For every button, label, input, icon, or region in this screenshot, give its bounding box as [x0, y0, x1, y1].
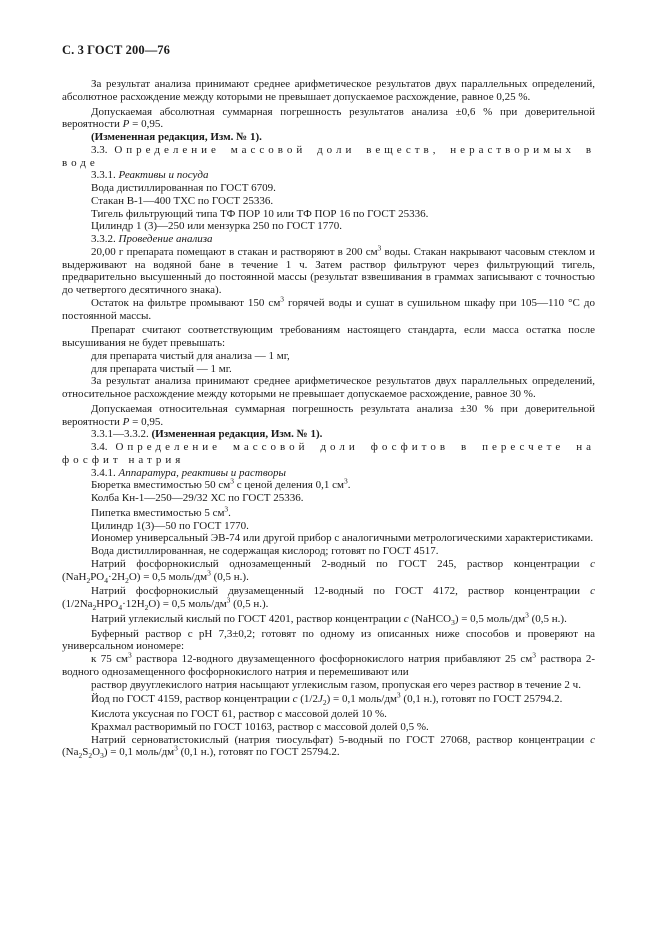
paragraph: Допускаемая абсолютная суммарная погрешность результатов анализа ±0,6 % при доверительной вероятности P = 0,95. [62, 105, 595, 131]
paragraph: для препарата чистый — 1 мг. [91, 362, 232, 375]
paragraph: (Измененная редакция, Изм. № 1). [91, 131, 262, 143]
paragraph: Стакан В-1—400 ТХС по ГОСТ 25336. [91, 194, 274, 207]
paragraph: Вода дистиллированная по ГОСТ 6709. [91, 182, 276, 194]
paragraph: 3.4.1. Аппаратура, реактивы и растворы [91, 466, 286, 479]
paragraph: к 75 $см^3$ раствора 12-водного двузамещенного фосфорнокислого натрия прибавляют 25 $см^3$ раствора 2-водного однозамещенного фосфорнокислого натрия и перемешивают или [62, 650, 595, 678]
paragraph: Натрий фосфорнокислый однозамещенный 2-водный по ГОСТ 245, раствор концентрации c $(NaH_2PO_4\cdot 2H_2O) = 0,5$ моль/$дм^3$ (0,5 н.). [62, 557, 595, 585]
paragraph: Кислота уксусная по ГОСТ 61, раствор с массовой долей 10 %. [91, 708, 387, 720]
paragraph: Тигель фильтрующий типа ТФ ПОР 10 или ТФ ПОР 16 по ГОСТ 25336. [91, 207, 429, 220]
paragraph: Йод по ГОСТ 4159, раствор концентрации c $(1/2J_2) = 0,1$ моль/$дм^3$ (0,1 н.), готовят по ГОСТ 25794.2. [91, 690, 563, 708]
paragraph: Допускаемая относительная суммарная погрешность результата анализа ±30 % при доверительной вероятности P = 0,95. [62, 402, 595, 428]
paragraph: Иономер универсальный ЭВ-74 или другой прибор с аналогичными метрологическими характеристиками. [91, 532, 594, 545]
document-body [62, 78, 595, 759]
paragraph: Натрий фосфорнокислый двузамещенный 12-водный по ГОСТ 4172, раствор концентрации c $(1/2Na_2HPO_4\cdot 12H_2O) = 0,5$ моль/$дм^3$ (0,5 н.). [62, 585, 595, 613]
paragraph: Пипетка вместимостью 5 $см^3$. [91, 504, 231, 519]
paragraph: для препарата чистый для анализа — 1 мг, [91, 349, 290, 362]
paragraph: Крахмал растворимый по ГОСТ 10163, раствор с массовой долей 0,5 %. [91, 720, 429, 733]
paragraph: Цилиндр 1 (3)—250 или мензурка 250 по ГОСТ 1770. [91, 220, 343, 233]
paragraph: Препарат считают соответствующим требованиям настоящего стандарта, если масса остатка после высушивания не будет превышать: [62, 324, 595, 349]
paragraph: 3.4. Определение массовой доли фосфитов в пересчете на фосфит натрия [62, 441, 596, 466]
paragraph: раствор двууглекислого натрия насыщают углекислым газом, пропуская его через раствор в течение 2 ч. [91, 678, 581, 691]
paragraph: За результат анализа принимают среднее арифметическое результатов двух параллельных определений, абсолютное расхождение между которыми не превышает допускаемое расхождение, равное 0,25 %. [62, 78, 595, 103]
page-header: С. 3 ГОСТ 200—76 [62, 43, 171, 57]
paragraph: Бюретка вместимостью 50 $см^3$ с ценой деления 0,1 $см^3$. [91, 476, 351, 492]
paragraph: 20,00 г препарата помещают в стакан и растворяют в 200 $см^3$ воды. Стакан накрывают часовым стеклом и выдерживают на водяной бане в течение 1 ч. Затем раствор фильтруют через фильтрующий тигель, предварительно высушенный до постоянной массы (результат взвешивания в граммах записывают с точностью до четвертого десятичного знака). [62, 243, 596, 296]
paragraph: 3.3. Определение массовой доли веществ, нерастворимых в воде [62, 143, 596, 169]
paragraph: Натрий углекислый кислый по ГОСТ 4201, раствор концентрации c (NaHCO$_3$) = 0,5 моль/$дм^3$ (0,5 н.). [91, 610, 567, 627]
paragraph: Натрий серноватистокислый (натрия тиосульфат) 5-водный по ГОСТ 27068, раствор концентрации c $(Na_2S_2O_3) = 0,1$ моль/$дм^3$ (0,1 н.), готовят по ГОСТ 25794.2. [62, 733, 595, 761]
paragraph: Колба Кн-1—250—29/32 ХС по ГОСТ 25336. [91, 492, 304, 504]
paragraph: 3.3.2. Проведение анализа [91, 233, 213, 245]
paragraph: 3.3.1. Реактивы и посуда [91, 169, 209, 182]
paragraph: Цилиндр 1(3)—50 по ГОСТ 1770. [91, 519, 249, 532]
paragraph: Остаток на фильтре промывают 150 $см^3$ горячей воды и сушат в сушильном шкафу при 105—110 °С до постоянной массы. [62, 294, 595, 322]
paragraph: Буферный раствор с рН 7,3±0,2; готовят по одному из описанных ниже способов и проверяют на универсальном иономере: [62, 627, 595, 653]
paragraph: 3.3.1—3.3.2. (Измененная редакция, Изм. № 1). [91, 428, 323, 441]
paragraph: За результат анализа принимают среднее арифметическое результатов двух параллельных определений, относительное расхождение между которыми не превышает допускаемое расхождение, равное 30 %. [62, 375, 595, 400]
paragraph: Вода дистиллированная, не содержащая кислород; готовят по ГОСТ 4517. [91, 545, 439, 557]
